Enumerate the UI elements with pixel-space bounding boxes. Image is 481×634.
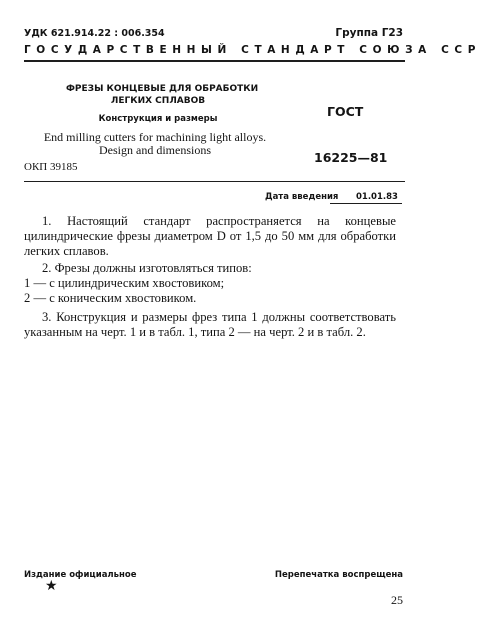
udk-code: УДК 621.914.22 : 006.354 xyxy=(24,28,165,39)
english-title-line-1: End milling cutters for machining light alloys. xyxy=(43,130,267,144)
intro-date-underline xyxy=(330,203,402,204)
body-paragraph-2-lead: 2. Фрезы должны изготовляться типов: xyxy=(42,261,252,275)
type-2-item: 2 — с коническим хвостовиком. xyxy=(24,291,197,306)
type-1-item: 1 — с цилиндрическим хвостовиком; xyxy=(24,276,225,291)
star-icon: ★ xyxy=(45,579,58,594)
english-title-line-2: Design and dimensions xyxy=(99,143,211,157)
intro-date-label: Дата введения xyxy=(265,192,339,202)
gost-number: 16225—81 xyxy=(314,150,388,165)
state-standard-heading: ГОСУДАРСТВЕННЫЙ СТАНДАРТ СОЮЗА ССР xyxy=(24,44,481,56)
body-paragraph-1: 1. Настоящий стандарт распространяется на концевые цилиндрические фрезы диаметром D от 1,5 до 50 мм для обработки легких сплавов. xyxy=(24,214,396,259)
intro-date-value: 01.01.83 xyxy=(356,192,398,202)
group-code: Группа Г23 xyxy=(335,27,403,39)
body-paragraph-2 xyxy=(24,261,396,307)
subtitle: Конструкция и размеры xyxy=(98,114,218,124)
title-line-1: ФРЕЗЫ КОНЦЕВЫЕ ДЛЯ ОБРАБОТКИ xyxy=(66,84,259,94)
gost-label: ГОСТ xyxy=(327,104,364,119)
header-rule xyxy=(24,60,405,62)
title-line-2: ЛЕГКИХ СПЛАВОВ xyxy=(110,96,206,106)
page-number: 25 xyxy=(391,593,403,607)
okp-code: ОКП 39185 xyxy=(24,161,78,173)
body-paragraph-3: 3. Конструкция и размеры фрез типа 1 должны соответствовать указанным на черт. 1 и в табл. 1, типа 2 — на черт. 2 и в табл. 2. xyxy=(24,310,396,340)
official-edition-label: Издание официальное xyxy=(24,570,137,580)
title-block-rule xyxy=(24,181,405,182)
reprint-prohibited-label: Перепечатка воспрещена xyxy=(274,570,403,580)
